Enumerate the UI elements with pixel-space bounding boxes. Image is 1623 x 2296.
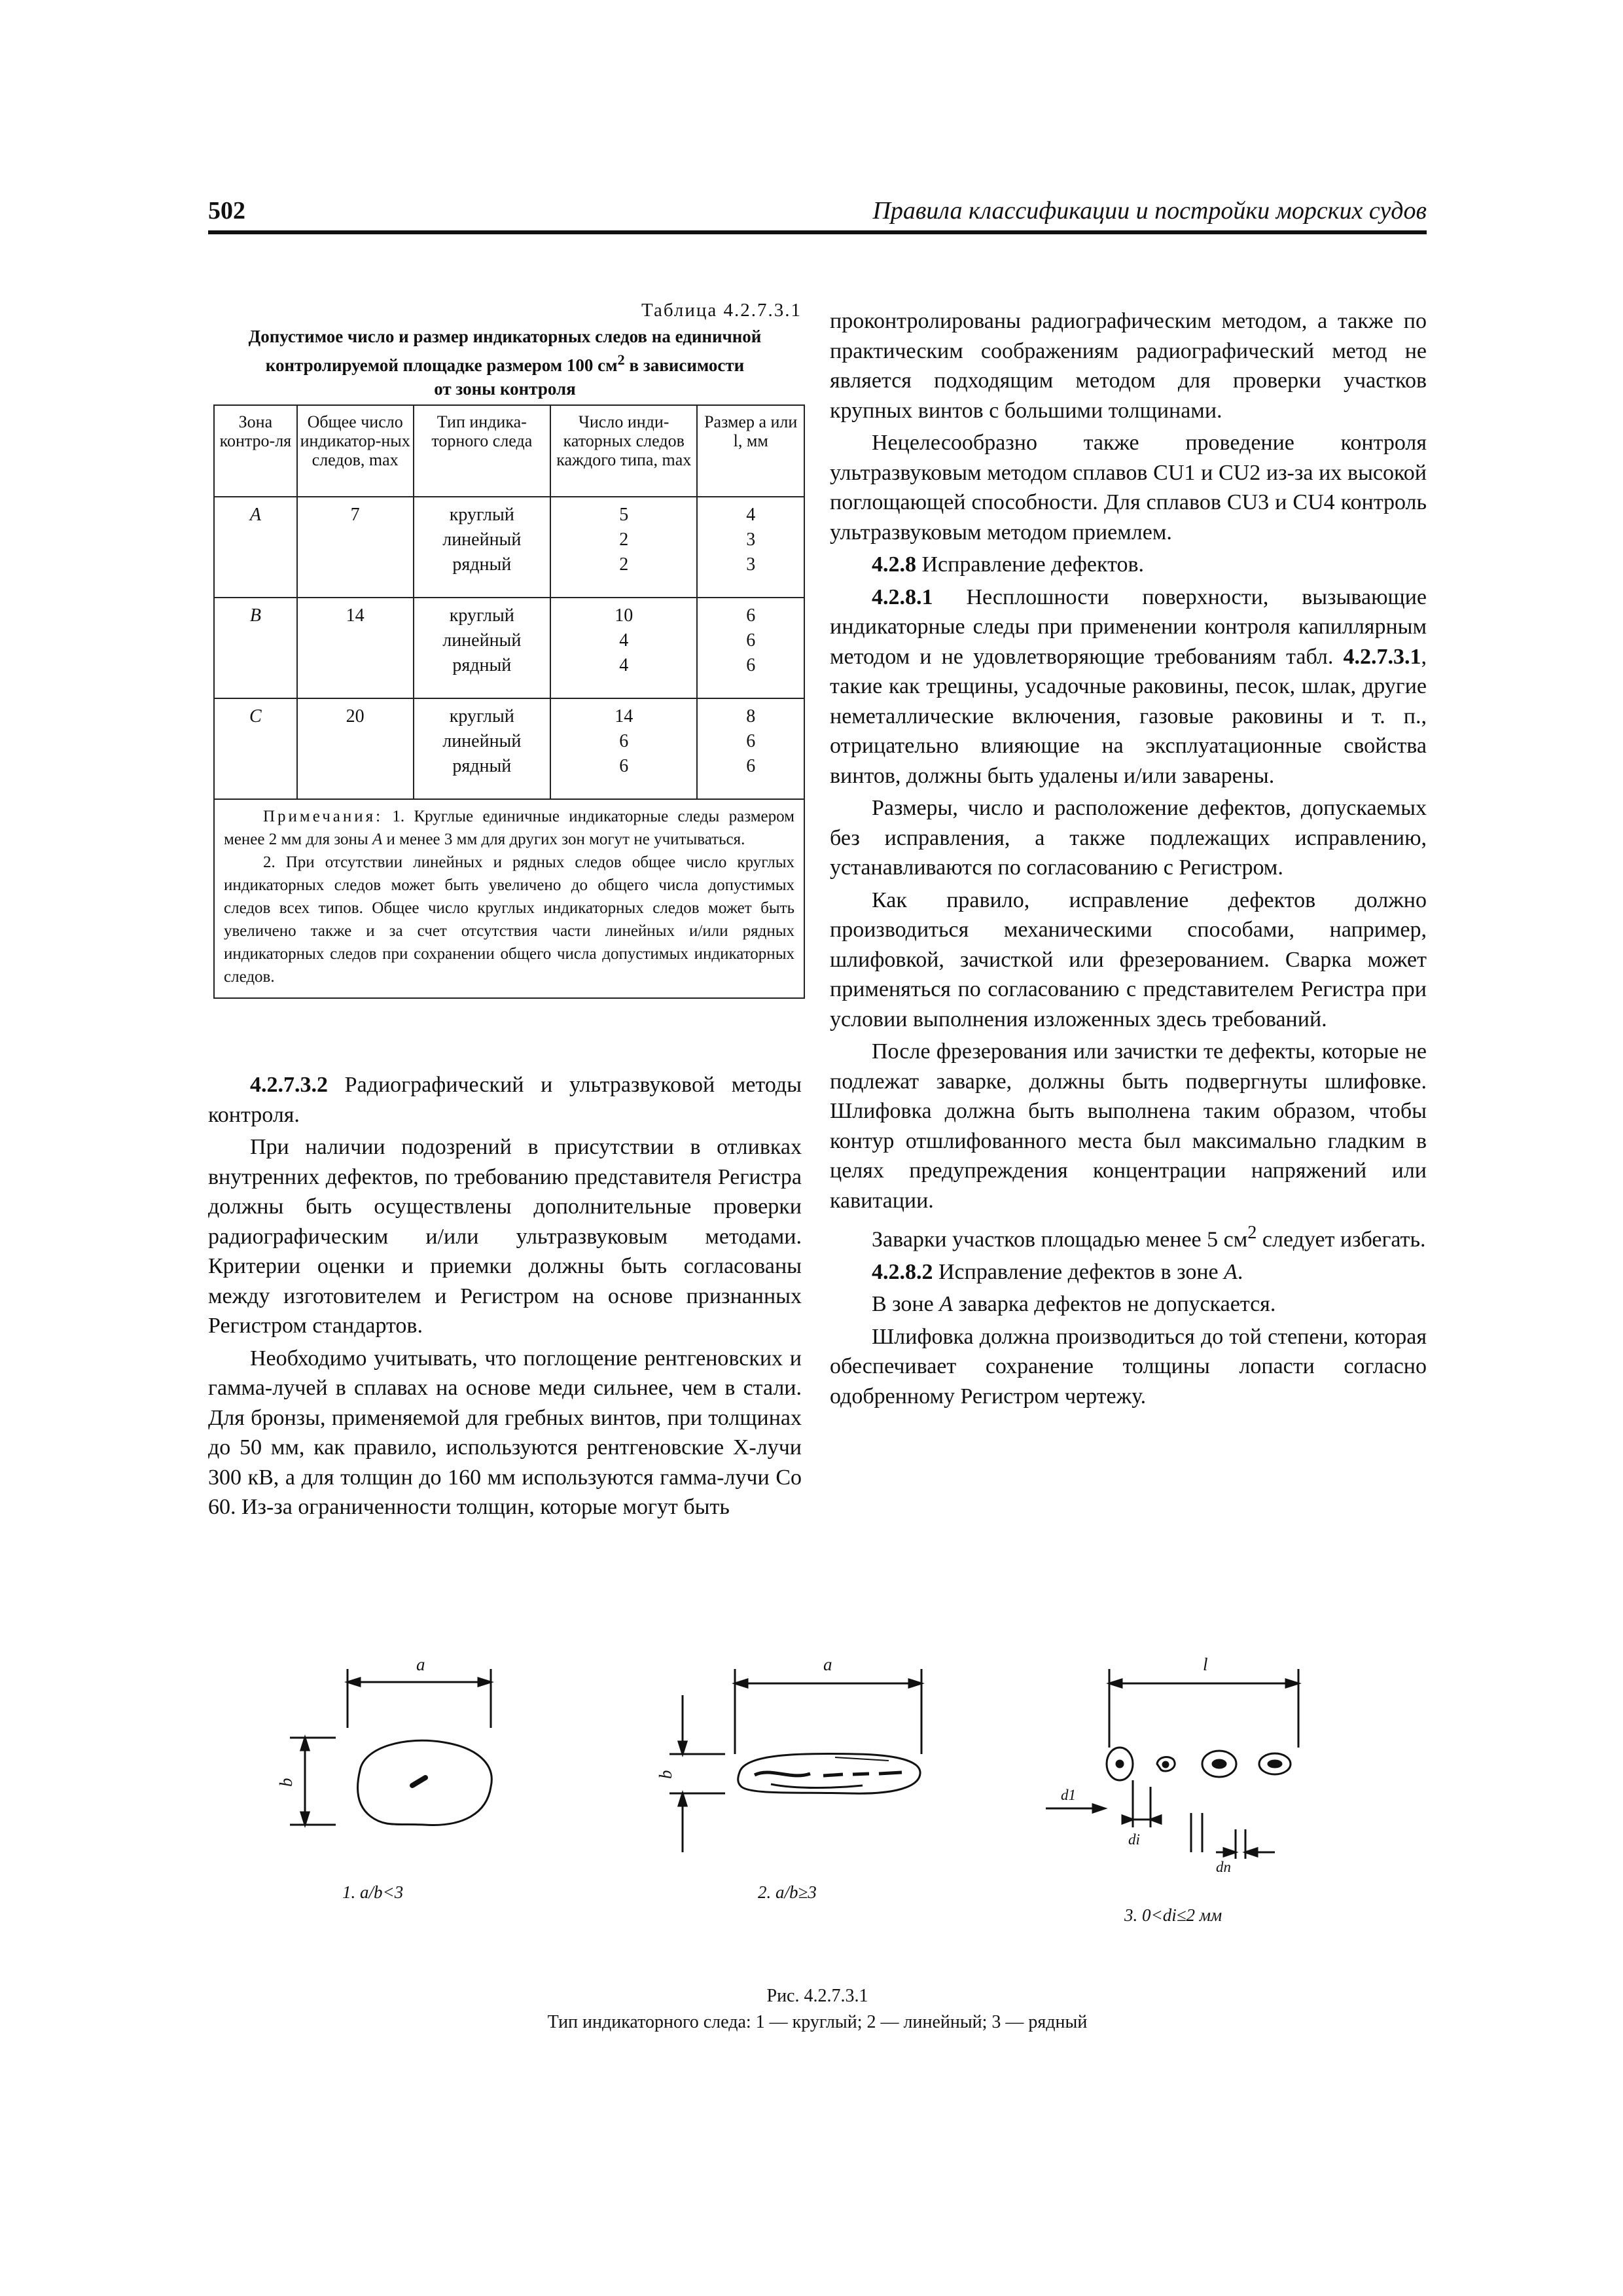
- header-zone: Зона контро-ля: [214, 405, 297, 497]
- count-value: 5: [619, 505, 629, 525]
- zone-cell: C: [214, 698, 297, 799]
- table-title-sup: 2: [617, 351, 625, 368]
- section-title: Радиографический и ультразвуковой методы контроля.: [208, 1073, 802, 1127]
- superscript: 2: [1247, 1223, 1257, 1243]
- defects-table: [213, 404, 805, 999]
- aligned-indication-drawing: [1046, 1669, 1298, 1859]
- paragraph-text: заварка дефектов не допускается.: [952, 1292, 1276, 1317]
- paragraph-text: , такие как трещины, усадочные раковины, песок, шлак, другие неметаллические включения, газовые раковины и т. п., отрицательно влияющие на эксплуатационные свойства винтов, должны быть удалены и/или заварены.: [830, 644, 1427, 788]
- type-cell: [414, 497, 551, 598]
- type-value: линейный: [442, 731, 522, 751]
- size-cell: [697, 598, 804, 698]
- note-1-part-a: 1. Круглые единичные индикаторные следы размером менее 2 мм для зоны: [224, 808, 794, 848]
- size-value: 6: [746, 630, 756, 651]
- left-column: [208, 1070, 802, 1525]
- paragraph: Шлифовка должна производиться до той степени, которая обеспечивает сохранение толщины лопасти согласно одобренному Регистром чертежу.: [830, 1324, 1427, 1408]
- size-value: 6: [746, 605, 756, 626]
- table-title-line2: контролируемой площадке размером 100 см: [265, 355, 618, 375]
- table-title-line2-end: в зависимости: [624, 355, 745, 375]
- table-row: [214, 698, 804, 799]
- count-value: 6: [619, 756, 629, 776]
- note-1-part-b: и менее 3 мм для других зон могут не учитываться.: [382, 831, 745, 848]
- table-notes: [214, 799, 804, 998]
- table-reference: 4.2.7.3.1: [1343, 644, 1421, 669]
- paragraph-4-2-8-1: [830, 583, 1427, 791]
- count-value: 10: [615, 605, 633, 626]
- paragraph: Нецелесообразно также проведение контроля ультразвуковым методом сплавов CU1 и CU2 из-за их высокой поглощающей способности. Для сплавов CU3 и CU4 контроль ультразвуковым методом приемлем.: [830, 431, 1427, 545]
- paragraph: При наличии подозрений в присутствии в отливках внутренних дефектов, по требованию представителя Регистра должны быть осуществлены дополнительные проверки радиографическим и/или ультразвуковым методами. Критерии оценки и приемки должны быть согласованы между изготовителем и Регистром на основе признанных Регистром стандартов.: [208, 1135, 802, 1338]
- count-value: 14: [615, 706, 633, 726]
- subfigure-3-label: 3. 0<di≤2 мм: [1124, 1905, 1222, 1925]
- dim-a-label-2: a: [823, 1656, 832, 1674]
- figure-caption: [208, 1983, 1427, 2036]
- note-1-zone: A: [372, 831, 383, 848]
- count-value: 2: [619, 529, 629, 550]
- size-value: 3: [746, 554, 756, 575]
- type-value: круглый: [449, 706, 514, 726]
- paragraph: Необходимо учитывать, что поглощение рентгеновских и гамма-лучей в сплавах на основе меди сильнее, чем в стали. Для бронзы, применяемой для гребных винтов, при толщинах до 50 мм, как правило, используются рентгеновские X-лучи 300 кВ, а для толщин до 160 мм используются гамма-лучи Co 60. Из-за ограниченности толщин, которые могут быть: [208, 1346, 802, 1519]
- page-number: 502: [208, 197, 245, 224]
- indication-types-figure: [208, 1656, 1427, 1970]
- table-title-line3: от зоны контроля: [434, 379, 576, 399]
- right-column: [830, 306, 1427, 1414]
- section-number: 4.2.8.1: [872, 584, 933, 609]
- type-value: рядный: [452, 554, 512, 575]
- type-value: линейный: [442, 630, 522, 651]
- paragraph-text: Несплошности поверхности, вызывающие индикаторные следы при применении контроля капиллярным методом и не удовлетворяющие требованиям табл.: [830, 584, 1427, 669]
- table-number: Таблица 4.2.7.3.1: [641, 300, 802, 321]
- paragraph: [830, 1218, 1427, 1255]
- total-cell: 14: [297, 598, 414, 698]
- count-cell: [550, 698, 697, 799]
- size-value: 3: [746, 529, 756, 550]
- table-title: [208, 325, 802, 401]
- header-size: Размер a или l, мм: [697, 405, 804, 497]
- size-cell: [697, 698, 804, 799]
- section-number: 4.2.8: [872, 552, 916, 577]
- figure-number: Рис. 4.2.7.3.1: [766, 1986, 868, 2006]
- paragraph-text: следует избегать.: [1257, 1227, 1426, 1252]
- subfigure-2-label: 2. a/b≥3: [758, 1882, 817, 1902]
- type-cell: [414, 598, 551, 698]
- total-cell: 7: [297, 497, 414, 598]
- type-value: рядный: [452, 655, 512, 675]
- section-heading-4-2-7-3-2: [208, 1070, 802, 1130]
- header-rule: [208, 230, 1427, 234]
- round-indication-drawing: [290, 1669, 491, 1825]
- linear-indication-drawing: [669, 1669, 921, 1852]
- header-type: Тип индика-торного следа: [414, 405, 551, 497]
- running-title: Правила классификации и постройки морских судов: [872, 197, 1427, 224]
- dim-a-label-1: a: [416, 1656, 425, 1674]
- zone-cell: B: [214, 598, 297, 698]
- section-heading-4-2-8: [830, 550, 1427, 580]
- count-value: 4: [619, 630, 629, 651]
- paragraph: После фрезерования или зачистки те дефекты, которые не подлежат заварке, должны быть подвергнуты шлифовке. Шлифовка должна быть выполнена таким образом, чтобы контур отшлифованного места был максимально гладким в целях предупреждения концентрации напряжений или кавитации.: [830, 1039, 1427, 1213]
- size-value: 6: [746, 655, 756, 675]
- zone-label: A: [939, 1292, 953, 1317]
- zone-label: A: [1224, 1259, 1238, 1284]
- dim-b-label-2: b: [656, 1770, 675, 1779]
- paragraph: [830, 1289, 1427, 1319]
- notes-label: Примечания:: [263, 808, 383, 825]
- note-1: [224, 805, 794, 851]
- section-number: 4.2.7.3.2: [250, 1073, 328, 1097]
- note-2: 2. При отсутствии линейных и рядных следов общее число круглых индикаторных следов может быть увеличено до общего числа допустимых следов всех типов. Общее число круглых индикаторных следов может быть увеличено также и за счет отсутствия части линейных и/или рядных индикаторных следов при сохранении общего числа допустимых индикаторных следов.: [224, 853, 794, 986]
- subfigure-1-label: 1. a/b<3: [342, 1882, 404, 1902]
- count-value: 6: [619, 731, 629, 751]
- figure-description: Тип индикаторного следа: 1 — круглый; 2 — линейный; 3 — рядный: [547, 2012, 1088, 2032]
- type-cell: [414, 698, 551, 799]
- size-cell: [697, 497, 804, 598]
- count-cell: [550, 598, 697, 698]
- type-value: круглый: [449, 505, 514, 525]
- count-value: 2: [619, 554, 629, 575]
- header-count: Число инди-каторных следов каждого типа, max: [550, 405, 697, 497]
- type-value: круглый: [449, 605, 514, 626]
- section-number: 4.2.8.2: [872, 1259, 933, 1284]
- paragraph-text: Заварки участков площадью менее 5 см: [872, 1227, 1248, 1252]
- paragraph-text: В зоне: [872, 1292, 940, 1317]
- paragraph: Размеры, число и расположение дефектов, допускаемых без исправления, а также подлежащих исправлению, устанавливаются по согласованию с Регистром.: [830, 796, 1427, 880]
- dim-di-label: di: [1128, 1831, 1140, 1848]
- size-value: 8: [746, 706, 756, 726]
- paragraph: проконтролированы радиографическим методом, а также по практическим соображениям радиографический метод не является подходящим методом для проверки участков крупных винтов с большими толщинами.: [830, 309, 1427, 423]
- table-header-row: [214, 405, 804, 497]
- table-title-line1: Допустимое число и размер индикаторных следов на единичной: [248, 327, 762, 346]
- count-cell: [550, 497, 697, 598]
- section-title: Исправление дефектов.: [916, 552, 1145, 577]
- type-value: линейный: [442, 529, 522, 550]
- total-cell: 20: [297, 698, 414, 799]
- paragraph: Как правило, исправление дефектов должно производиться механическими способами, например, шлифовкой, зачисткой или фрезерованием. Сварка может применяться по согласованию с представителем Регистра при условии выполнения изложенных здесь требований.: [830, 888, 1427, 1031]
- size-value: 4: [746, 505, 756, 525]
- table-row: [214, 598, 804, 698]
- table-row: [214, 497, 804, 598]
- dim-b-label-1: b: [276, 1778, 296, 1787]
- table-notes-row: [214, 799, 804, 998]
- dim-d1-label: d1: [1061, 1787, 1076, 1803]
- size-value: 6: [746, 756, 756, 776]
- header-total: Общее число индикатор-ных следов, max: [297, 405, 414, 497]
- zone-cell: A: [214, 497, 297, 598]
- size-value: 6: [746, 731, 756, 751]
- count-value: 4: [619, 655, 629, 675]
- dim-dn-label: dn: [1216, 1859, 1231, 1875]
- section-title: Исправление дефектов в зоне: [933, 1259, 1224, 1284]
- dim-l-label: l: [1203, 1656, 1208, 1674]
- type-value: рядный: [452, 756, 512, 776]
- section-heading-4-2-8-2: [830, 1257, 1427, 1287]
- punctuation: .: [1237, 1259, 1243, 1284]
